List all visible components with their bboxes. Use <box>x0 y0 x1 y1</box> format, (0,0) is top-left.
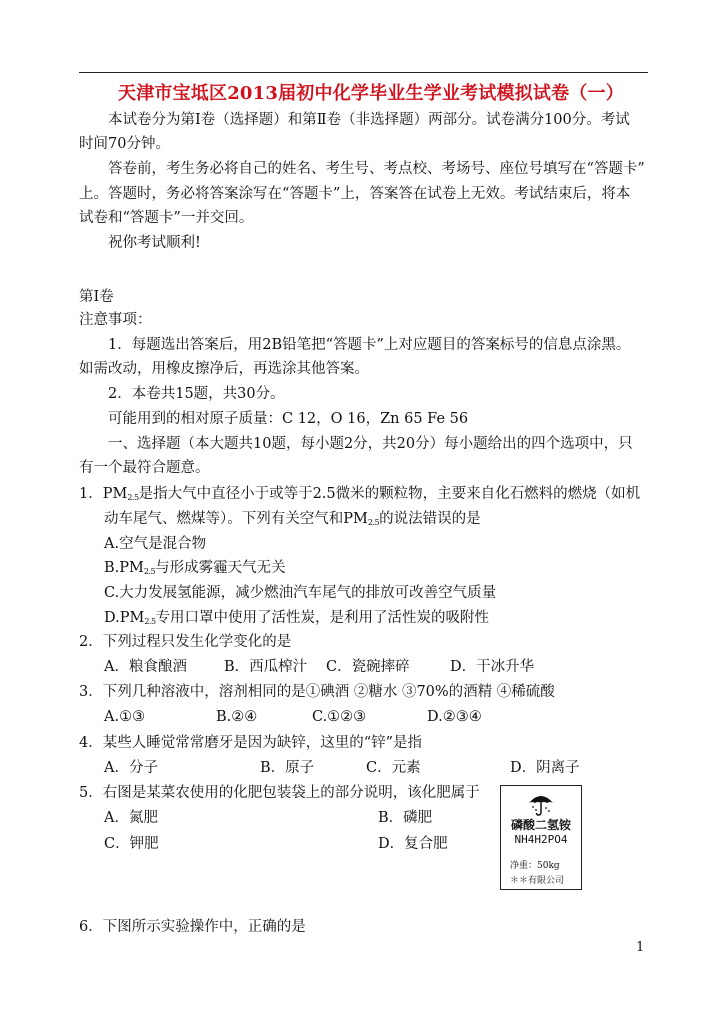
question-1-stem: 1．$PM_{2.5}$是指大气中直径小于或等于2.5微米的颗粒物，主要来自化石燃料的燃烧（如机 <box>79 486 641 502</box>
option-a: A.①③ <box>104 709 146 725</box>
option-c: C．元素 <box>366 760 421 776</box>
pm-subscript: 2.5 <box>367 518 380 527</box>
intro-line: 时间70分钟。 <box>79 136 170 152</box>
option-d: $D.PM_{2.5}$专用口罩中使用了活性炭，是利用了活性炭的吸附性 <box>104 610 490 626</box>
company-name: ＊＊有限公司 <box>510 876 565 886</box>
option-d: D．干冰升华 <box>450 659 535 675</box>
option-b: B．原子 <box>260 760 315 776</box>
fertilizer-name: 磷酸二氢铵 <box>510 818 571 832</box>
header-rule <box>79 72 648 73</box>
question-5-stem: 5．右图是某菜农使用的化肥包装袋上的部分说明，该化肥属于 <box>79 785 480 801</box>
section-instructions: 一、选择题（本大题共10题，每小题2分，共20分）每小题给出的四个选项中，只 <box>108 436 633 452</box>
intro-line: 答卷前，考生务必将自己的姓名、考生号、考点校、考场号、座位号填写在“答题卡” <box>108 161 645 177</box>
option-b: B．磷肥 <box>378 810 433 826</box>
question-6-stem: 6．下图所示实验操作中，正确的是 <box>79 919 306 935</box>
option-a: A.空气是混合物 <box>104 536 207 552</box>
option-c: C.①②③ <box>312 709 367 725</box>
exam-title: 天津市宝坻区2013届初中化学毕业生学业考试模拟试卷（一） <box>118 83 624 104</box>
intro-line: 试卷和“答题卡”一并交回。 <box>79 210 254 226</box>
option-d: D．阴离子 <box>510 760 580 776</box>
note-line: 1．每题选出答案后，用2B铅笔把“答题卡”上对应题目的答案标号的信息点涂黑。 <box>108 337 631 353</box>
option-d: D.②③④ <box>427 709 482 725</box>
intro-line: 上。答题时，务必将答案涂写在“答题卡”上，答案答在试卷上无效。考试结束后，将本 <box>79 186 631 202</box>
page-number: 1 <box>636 940 645 955</box>
notes-heading: 注意事项： <box>79 312 152 328</box>
question-1-stem: 动车尾气、燃煤等）。下列有关空气和$PM_{2.5}$的说法错误的是 <box>104 511 481 527</box>
wish-line: 祝你考试顺利! <box>108 235 201 251</box>
net-weight: 净重：50kg <box>510 861 560 871</box>
section-instructions: 有一个最符合题意。 <box>79 460 210 476</box>
atomic-masses: 可能用到的相对原子质量：C 12，O 16，Zn 65 Fe 56 <box>108 411 469 427</box>
option-a: A．粮食酿酒 <box>104 659 187 675</box>
note-line: 2．本卷共15题，共30分。 <box>108 386 285 402</box>
part-heading: 第Ⅰ卷 <box>79 289 114 305</box>
question-3-stem: 3．下列几种溶液中，溶剂相同的是①碘酒 ②糖水 ③70%的酒精 ④稀硫酸 <box>79 684 555 700</box>
fertilizer-label <box>500 785 582 890</box>
option-a: A．氮肥 <box>104 810 158 826</box>
intro-line: 本试卷分为第Ⅰ卷（选择题）和第Ⅱ卷（非选择题）两部分。试卷满分100分。考试 <box>108 112 630 128</box>
option-c: C.大力发展氢能源，减少燃油汽车尾气的排放可改善空气质量 <box>104 585 497 601</box>
question-2-stem: 2．下列过程只发生化学变化的是 <box>79 634 292 650</box>
pm-subscript: 2.5 <box>143 567 156 576</box>
option-b: B．西瓜榨汁 <box>224 659 308 675</box>
umbrella-icon <box>528 792 554 816</box>
fertilizer-formula: NH4H2PO4 <box>514 833 568 846</box>
pm-subscript: 2.5 <box>127 493 139 502</box>
note-line: 如需改动，用橡皮擦净后，再选涂其他答案。 <box>79 361 369 377</box>
question-4-stem: 4．某些人睡觉常常磨牙是因为缺锌，这里的“锌”是指 <box>79 735 423 751</box>
option-b: $B.PM_{2.5}$与形成雾霾天气无关 <box>104 560 286 576</box>
option-a: A．分子 <box>104 760 158 776</box>
option-c: C．瓷碗摔碎 <box>326 659 410 675</box>
option-c: C．钾肥 <box>104 836 159 852</box>
option-d: D．复合肥 <box>378 836 448 852</box>
option-b: B.②④ <box>216 709 258 725</box>
pm-subscript: 2.5 <box>144 617 156 626</box>
